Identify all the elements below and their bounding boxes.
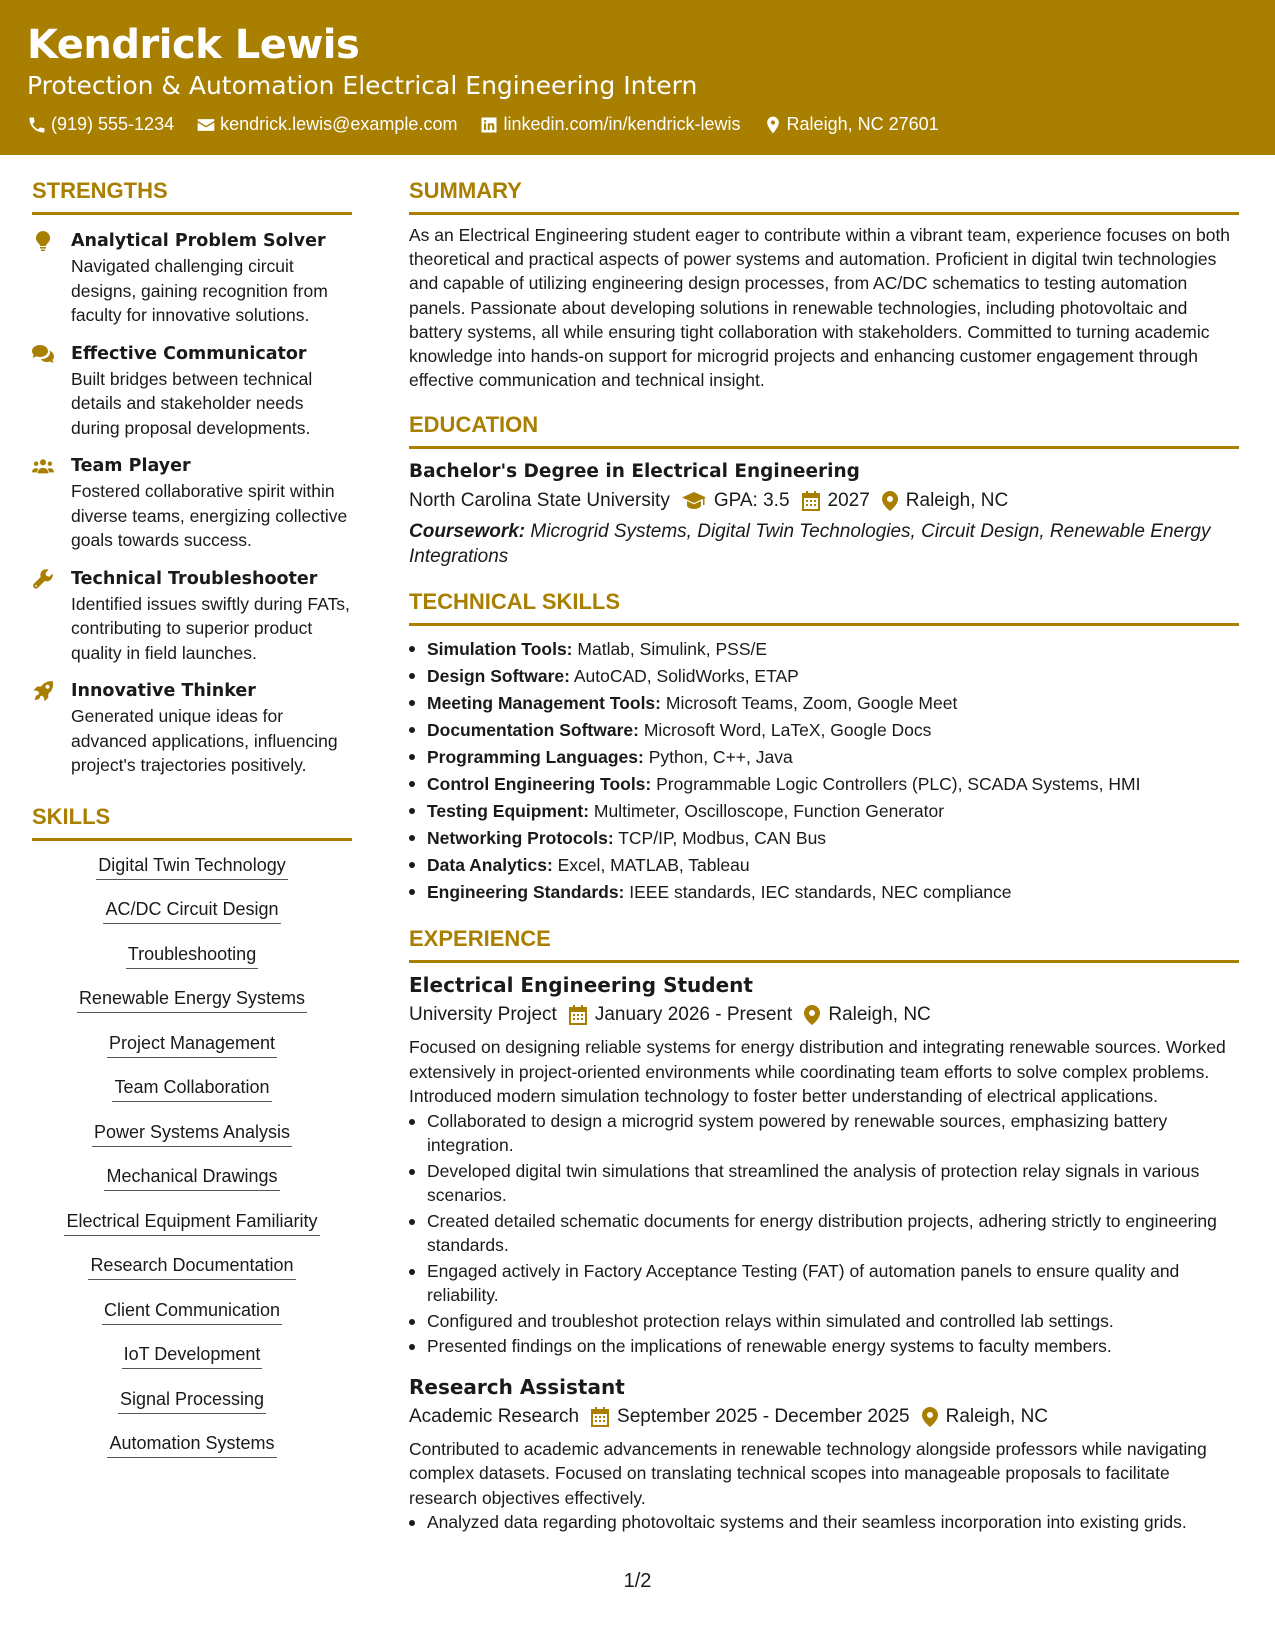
- skill-item: Electrical Equipment Familiarity: [64, 1209, 319, 1236]
- skill-item: IoT Development: [122, 1342, 263, 1369]
- skill-values: Programmable Logic Controllers (PLC), SCADA Systems, HMI: [656, 774, 1141, 795]
- degree-title: Bachelor's Degree in Electrical Engineering: [409, 461, 860, 483]
- skill-item: Troubleshooting: [126, 942, 258, 969]
- candidate-name: Kendrick Lewis: [27, 22, 360, 68]
- page-number: 1/2: [623, 1570, 652, 1592]
- email-text: kendrick.lewis@example.com: [220, 114, 458, 134]
- list-item: Presented findings on the implications of renewable energy systems to faculty members.: [409, 1334, 1239, 1359]
- job-dates: September 2025 - December 2025: [617, 1405, 910, 1427]
- job-org: Academic Research: [409, 1405, 580, 1427]
- users-icon: [32, 456, 54, 476]
- education-heading: EDUCATION: [409, 410, 1239, 449]
- technical-skills-section: [409, 587, 1239, 906]
- graduation-year: 2027: [827, 490, 870, 512]
- skill-category: Control Engineering Tools:: [427, 774, 652, 795]
- strength-desc: Fostered collaborative spirit within diverse teams, energizing collective goals towards success.: [71, 481, 348, 550]
- list-item: [409, 717, 1239, 744]
- list-item: Configured and troubleshot protection relays within simulated and controlled lab settings.: [409, 1309, 1239, 1334]
- strengths-heading: STRENGTHS: [32, 176, 352, 215]
- list-item: Collaborated to design a microgrid system powered by renewable sources, emphasizing battery integration.: [409, 1109, 1239, 1158]
- wrench-icon: [32, 569, 54, 589]
- job-bullets: [409, 1510, 1239, 1535]
- skill-item: Automation Systems: [107, 1431, 276, 1458]
- skill-category: Simulation Tools:: [427, 639, 573, 660]
- list-item: [409, 636, 1239, 663]
- graduation-cap-icon: [682, 492, 706, 510]
- skill-values: Matlab, Simulink, PSS/E: [577, 639, 768, 660]
- job-meta: [409, 1001, 1239, 1029]
- strength-item: [32, 679, 352, 778]
- skill-item: Research Documentation: [88, 1253, 295, 1280]
- education-section: [409, 410, 1239, 569]
- skill-values: Microsoft Teams, Zoom, Google Meet: [665, 693, 958, 714]
- skill-values: IEEE standards, IEC standards, NEC compliance: [629, 882, 1012, 903]
- summary-text: As an Electrical Engineering student eager to contribute within a vibrant team, experience focuses on both theoretical and practical aspects of power systems and automation. Proficient in digital twin technologies and capable of utilizing engineering design processes, from AC/DC schematics to testing automation panels. Passionate about developing solutions in renewable technologies, including photovoltaic and battery systems, all while ensuring tight collaboration with stakeholders. Committed to turning academic knowledge into hands-on support for microgrid projects and enhancing customer engagement through effective communication and technical insight.: [409, 225, 1231, 391]
- list-item: [409, 663, 1239, 690]
- education-meta: [409, 487, 1239, 515]
- skill-item: Signal Processing: [118, 1387, 266, 1414]
- skill-category: Documentation Software:: [427, 720, 639, 741]
- strength-title: Effective Communicator: [71, 343, 307, 364]
- linkedin-text: linkedin.com/in/kendrick-lewis: [503, 114, 741, 134]
- envelope-icon: [196, 115, 216, 135]
- list-item: [409, 690, 1239, 717]
- strength-item: [32, 229, 352, 328]
- strength-desc: Generated unique ideas for advanced applications, influencing project's trajectories positively.: [71, 706, 338, 775]
- skill-category: Design Software:: [427, 666, 570, 687]
- strength-item: [32, 567, 352, 666]
- phone-icon: [27, 115, 47, 135]
- skill-values: Excel, MATLAB, Tableau: [557, 855, 750, 876]
- list-item: [409, 825, 1239, 852]
- experience-section: [409, 924, 1239, 1535]
- contact-row: [27, 114, 1275, 135]
- job-location: Raleigh, NC: [945, 1405, 1049, 1427]
- skill-values: TCP/IP, Modbus, CAN Bus: [618, 828, 827, 849]
- left-column: [32, 176, 352, 1476]
- calendar-icon: [591, 1407, 609, 1427]
- resume-header: [0, 0, 1275, 155]
- skill-category: Engineering Standards:: [427, 882, 625, 903]
- job-title: Research Assistant: [409, 1374, 625, 1399]
- skill-item: Project Management: [107, 1031, 277, 1058]
- list-item: Analyzed data regarding photovoltaic systems and their seamless incorporation into existing grids.: [409, 1510, 1239, 1535]
- strength-title: Team Player: [71, 456, 191, 476]
- map-marker-icon: [763, 115, 783, 135]
- list-item: Engaged actively in Factory Acceptance Testing (FAT) of automation panels to ensure quality and reliability.: [409, 1259, 1239, 1308]
- experience-heading: EXPERIENCE: [409, 924, 1239, 963]
- comments-icon: [32, 344, 54, 364]
- skill-values: AutoCAD, SolidWorks, ETAP: [573, 666, 799, 687]
- skill-values: Multimeter, Oscilloscope, Function Generator: [593, 801, 945, 822]
- skill-item: Renewable Energy Systems: [77, 986, 307, 1013]
- coursework-label: Coursework:: [409, 521, 526, 543]
- strength-item: [32, 342, 352, 441]
- map-marker-icon: [804, 1005, 820, 1025]
- skill-item: AC/DC Circuit Design: [103, 897, 280, 924]
- contact-location: [763, 114, 939, 135]
- job-dates: January 2026 - Present: [594, 1004, 793, 1026]
- job-meta: [409, 1403, 1239, 1431]
- job-org: University Project: [409, 1004, 557, 1026]
- school-name: North Carolina State University: [409, 490, 670, 512]
- list-item: [409, 771, 1239, 798]
- job-description: Contributed to academic advancements in renewable technology alongside professors while navigating complex datasets. Focused on translating technical scopes into manageable proposals to facilitate research objectives effectively.: [409, 1438, 1207, 1508]
- strength-title: Innovative Thinker: [71, 681, 256, 701]
- strength-desc: Navigated challenging circuit designs, gaining recognition from faculty for innovative solutions.: [71, 256, 328, 325]
- strength-desc: Identified issues swiftly during FATs, contributing to superior product quality in field launches.: [71, 593, 350, 663]
- summary-heading: SUMMARY: [409, 176, 1239, 215]
- skill-category: Programming Languages:: [427, 747, 644, 768]
- phone-text: (919) 555-1234: [51, 114, 175, 134]
- rocket-icon: [32, 681, 54, 701]
- location-text: Raleigh, NC 27601: [786, 114, 939, 134]
- strength-title: Technical Troubleshooter: [71, 568, 318, 589]
- skill-item: Power Systems Analysis: [92, 1120, 292, 1147]
- lightbulb-icon: [32, 231, 54, 251]
- coursework: [409, 520, 1239, 569]
- list-item: [409, 879, 1239, 906]
- experience-entry: [409, 971, 1239, 1359]
- skill-item: Team Collaboration: [112, 1075, 271, 1102]
- list-item: Developed digital twin simulations that streamlined the analysis of protection relay signals in various scenarios.: [409, 1159, 1239, 1208]
- list-item: Created detailed schematic documents for energy distribution projects, adhering strictly to engineering standards.: [409, 1209, 1239, 1258]
- contact-phone[interactable]: [27, 114, 174, 135]
- linkedin-icon: [479, 115, 499, 135]
- list-item: [409, 744, 1239, 771]
- right-column: [409, 176, 1239, 1536]
- candidate-headline: Protection & Automation Electrical Engineering Intern: [27, 71, 698, 100]
- experience-entry: [409, 1373, 1239, 1535]
- list-item: [409, 798, 1239, 825]
- list-item: [409, 852, 1239, 879]
- skill-category: Networking Protocols:: [427, 828, 614, 849]
- strength-item: [32, 454, 352, 553]
- education-location: Raleigh, NC: [905, 490, 1009, 512]
- calendar-icon: [802, 491, 820, 511]
- skill-values: Microsoft Word, LaTeX, Google Docs: [643, 720, 932, 741]
- map-marker-icon: [922, 1407, 938, 1427]
- contact-linkedin[interactable]: [479, 114, 740, 135]
- technical-skills-list: [409, 636, 1239, 906]
- technical-skills-heading: TECHNICAL SKILLS: [409, 587, 1239, 626]
- skill-category: Meeting Management Tools:: [427, 693, 661, 714]
- skill-item: Mechanical Drawings: [104, 1164, 279, 1191]
- skills-heading: SKILLS: [32, 802, 352, 841]
- skill-values: Python, C++, Java: [648, 747, 793, 768]
- strength-desc: Built bridges between technical details and stakeholder needs during proposal developments.: [71, 368, 313, 438]
- job-bullets: [409, 1109, 1239, 1359]
- calendar-icon: [569, 1005, 587, 1025]
- job-description: Focused on designing reliable systems for energy distribution and integrating renewable sources. Worked extensively in project-oriented environments while coordinating team efforts to solve complex problems. Introduced modern simulation technology to foster better understanding of electrical applications.: [409, 1037, 1226, 1107]
- job-title: Electrical Engineering Student: [409, 973, 753, 998]
- skill-item: Client Communication: [102, 1298, 282, 1325]
- coursework-list: Microgrid Systems, Digital Twin Technologies, Circuit Design, Renewable Energy Integrations: [409, 521, 1211, 567]
- skill-list: [32, 853, 352, 1476]
- job-location: Raleigh, NC: [828, 1004, 931, 1026]
- skill-category: Data Analytics:: [427, 855, 553, 876]
- contact-email[interactable]: [196, 114, 457, 135]
- map-marker-icon: [882, 491, 898, 511]
- gpa-text: GPA: 3.5: [713, 490, 790, 512]
- strength-title: Analytical Problem Solver: [71, 231, 326, 251]
- skill-item: Digital Twin Technology: [96, 853, 287, 880]
- skill-category: Testing Equipment:: [427, 801, 590, 822]
